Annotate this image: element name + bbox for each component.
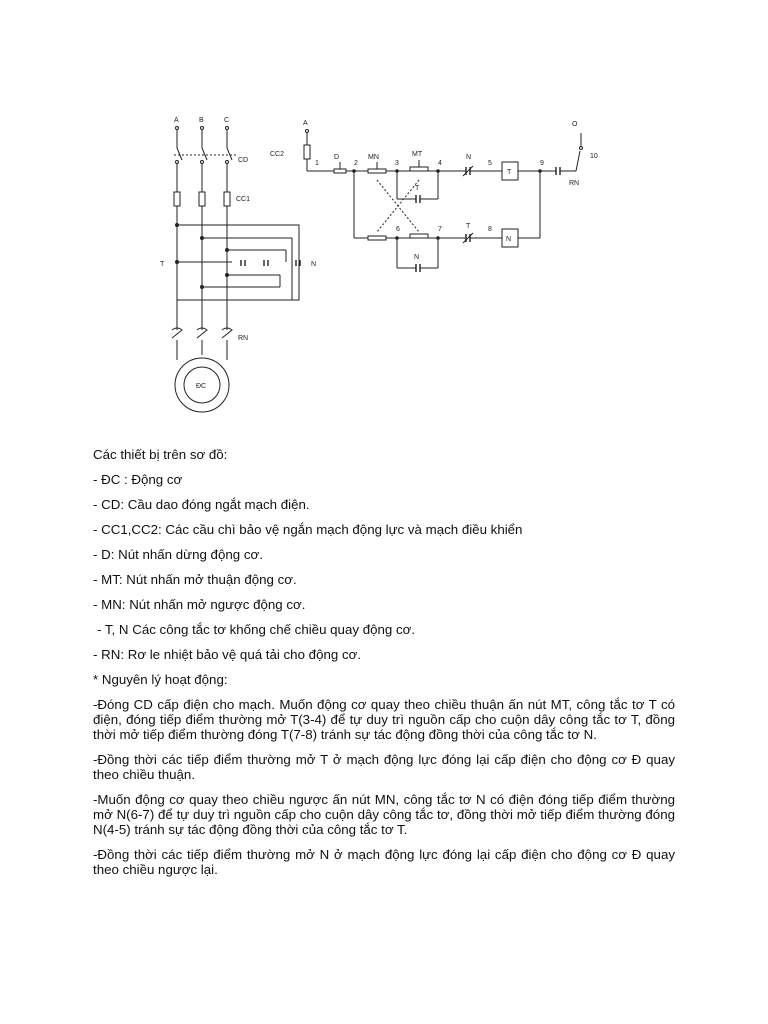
- motor-dc: [175, 358, 229, 412]
- label-phase-b: B: [199, 117, 204, 124]
- label-n-power: N: [311, 261, 317, 268]
- node-4: 4: [438, 160, 442, 167]
- reverse-button-mn-top: [368, 154, 386, 173]
- label-phase-a: A: [174, 117, 179, 124]
- label-t-power: T: [160, 261, 165, 268]
- label-cc1: CC1: [236, 196, 251, 203]
- label-rn-control: RN: [569, 180, 580, 187]
- forward-button-mt-bottom: [410, 234, 428, 238]
- relay-rn-power: [172, 328, 248, 342]
- label-mt: MT: [412, 151, 423, 158]
- label-cd: CD: [238, 157, 249, 164]
- paragraph: -Muốn động cơ quay theo chiều ngược ấn nút MN, công tắc tơ N có điện đóng tiếp điểm thường mở N(6-7) để tự duy trì nguồn cấp cho cuộn dây công tắc tơ, đồng thời mở tiếp điểm thường đóng N(4-5) tránh sự tác động đồng thời của công tắc tơ T.: [93, 792, 675, 837]
- label-phase-c: C: [224, 117, 230, 124]
- label-coil-n: N: [506, 236, 512, 243]
- list-item: - MN: Nút nhấn mở ngược động cơ.: [93, 597, 306, 612]
- label-n-contact-top: N: [466, 154, 472, 161]
- paragraph: -Đồng thời các tiếp điểm thường mở N ở mạch động lực đóng lại cấp điện cho động cơ Đ quay theo chiều ngược lại.: [93, 847, 675, 877]
- node-5: 5: [488, 160, 492, 167]
- label-motor: ĐC: [196, 383, 207, 390]
- list-item: - MT: Nút nhấn mở thuận động cơ.: [93, 572, 297, 587]
- node-1: 1: [315, 160, 319, 167]
- label-o: O: [572, 121, 578, 128]
- fuse-cc1: [174, 192, 250, 206]
- node-6: 6: [396, 226, 400, 233]
- fuse-cc2: [304, 145, 310, 159]
- list-item: - D: Nút nhấn dừng động cơ.: [93, 547, 263, 562]
- label-n-hold: N: [414, 254, 420, 261]
- switch-cd: [174, 148, 248, 164]
- list-item: - CD: Cầu dao đóng ngắt mạch điện.: [93, 497, 310, 512]
- label-t-hold: T: [415, 185, 420, 192]
- node-8: 8: [488, 226, 492, 233]
- paragraph: -Đồng thời các tiếp điểm thường mở T ở mạch động lực đóng lại cấp điện cho động cơ Đ quay theo chiều thuận.: [93, 752, 675, 782]
- reverse-button-mn-bottom: [368, 236, 386, 240]
- label-control-a: A: [303, 120, 308, 127]
- power-circuit: [160, 117, 316, 412]
- list-item: - T, N Các công tắc tơ khống chế chiều quay động cơ.: [97, 622, 416, 637]
- node-2: 2: [354, 160, 358, 167]
- label-t-contact-bottom: T: [466, 223, 471, 230]
- circuit-diagram: [0, 100, 768, 420]
- control-circuit: [270, 120, 598, 272]
- label-rn-power: RN: [238, 335, 249, 342]
- label-coil-t: T: [507, 169, 512, 176]
- list-item: - ĐC : Động cơ: [93, 472, 183, 487]
- principle-heading: * Nguyên lý hoạt động:: [93, 672, 228, 687]
- list-item: - RN: Rơ le nhiệt bảo vệ quá tải cho động cơ.: [93, 647, 362, 662]
- document-body: [93, 447, 675, 887]
- paragraph: -Đóng CD cấp điện cho mạch. Muốn động cơ quay theo chiều thuận ấn nút MT, công tắc tơ T có điện, đóng tiếp điểm thường mở T(3-4) để tự duy trì nguồn cấp cho cuộn dây công tắc tơ T, đồng thời mở tiếp điểm thường đóng T(7-8) tránh sự tác động đồng thời của công tắc tơ N.: [93, 697, 675, 742]
- label-d: D: [334, 154, 340, 161]
- devices-heading: Các thiết bị trên sơ đồ:: [93, 447, 228, 462]
- list-item: - CC1,CC2: Các cầu chì bảo vệ ngắn mạch động lực và mạch điều khiển: [93, 522, 523, 537]
- label-cc2: CC2: [270, 151, 285, 158]
- node-9: 9: [540, 160, 544, 167]
- node-10: 10: [590, 153, 598, 160]
- node-3: 3: [395, 160, 399, 167]
- forward-button-mt: [410, 151, 428, 171]
- label-mn: MN: [368, 154, 379, 161]
- stop-button-d: [334, 154, 346, 173]
- node-7: 7: [438, 226, 442, 233]
